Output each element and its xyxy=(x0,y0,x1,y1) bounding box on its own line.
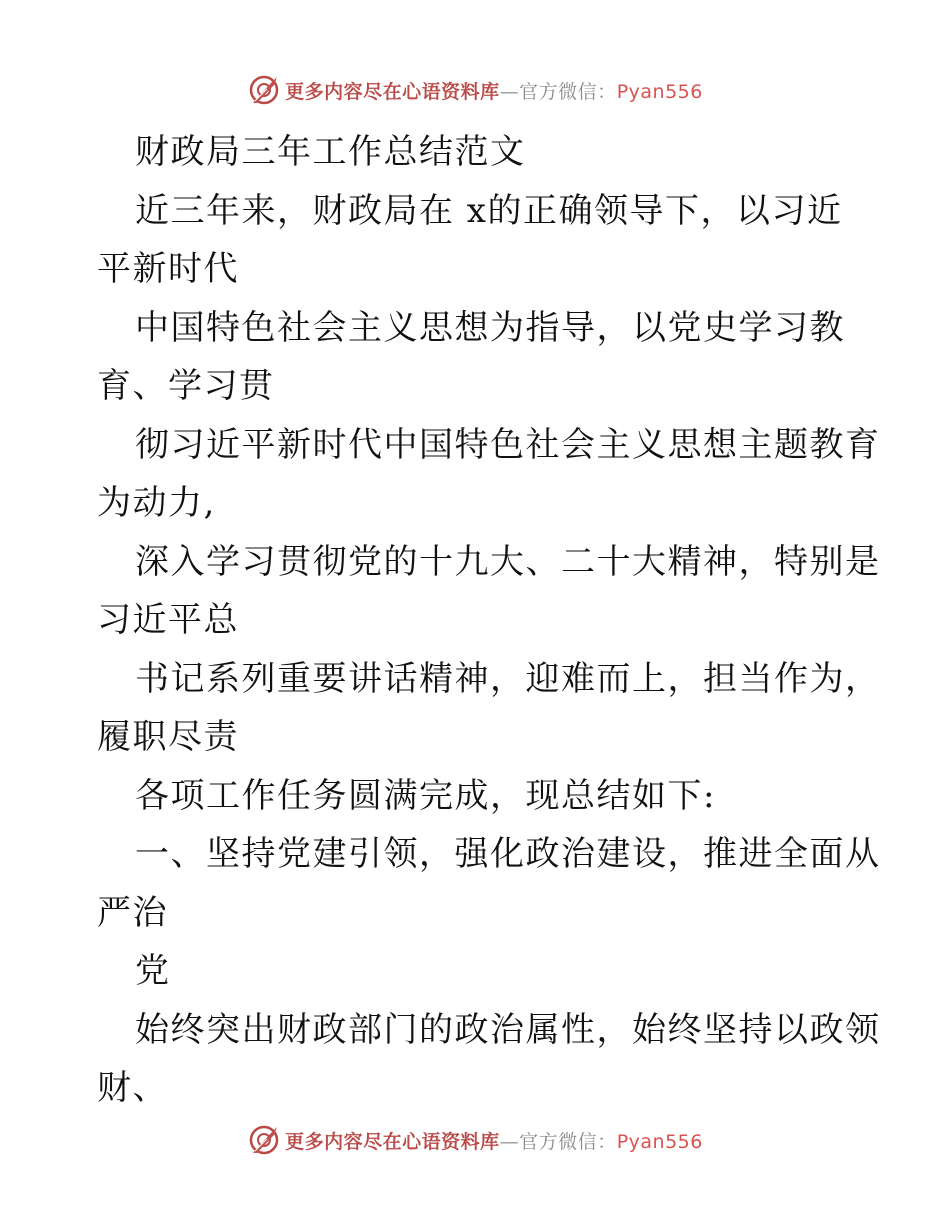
text-line: 彻习近平新时代中国特色社会主义思想主题教育 xyxy=(135,424,881,465)
text-line: 各项工作任务圆满完成，现总结如下: xyxy=(135,775,716,816)
watermark-label: 官方微信： xyxy=(519,1130,617,1153)
text-line: 中国特色社会主义思想为指导，以党史学习教 xyxy=(135,307,845,348)
watermark-main-text: 更多内容尽在心语资料库 xyxy=(285,80,500,103)
document-body xyxy=(97,123,881,1118)
watermark-text xyxy=(285,1127,703,1154)
text-line: 习近平总 xyxy=(97,600,239,640)
text-line: 党 xyxy=(135,951,171,991)
quill-pen-logo-icon xyxy=(247,1123,281,1157)
text-line: 平新时代 xyxy=(97,249,239,289)
watermark-text xyxy=(285,77,703,104)
text-line: 一、坚持党建引领，强化政治建设，推进全面从 xyxy=(135,834,881,874)
text-line: 深入学习贯彻党的十九大、二十大精神，特别是 xyxy=(135,541,881,582)
text-line: 严治 xyxy=(97,892,168,933)
watermark-separator: — xyxy=(499,1130,520,1153)
watermark-account: Pyan556 xyxy=(616,1130,703,1153)
text-line: 为动力, xyxy=(97,483,216,523)
watermark-label: 官方微信： xyxy=(519,80,617,103)
text-line: 育、学习贯 xyxy=(97,366,275,406)
quill-pen-logo-icon xyxy=(247,73,281,107)
text-line: 始终突出财政部门的政治属性，始终坚持以政领 xyxy=(135,1009,881,1050)
document-title: 财政局三年工作总结范文 xyxy=(135,132,526,172)
text-line: 近三年来，财政局在 x的正确领导下，以习近 xyxy=(135,190,843,231)
text-line: 书记系列重要讲话精神，迎难而上，担当作为， xyxy=(135,658,881,699)
watermark-account: Pyan556 xyxy=(616,80,703,103)
text-line: 财、 xyxy=(97,1068,168,1108)
header-watermark xyxy=(0,70,950,110)
footer-watermark xyxy=(0,1120,950,1160)
watermark-separator: — xyxy=(499,80,520,103)
watermark-main-text: 更多内容尽在心语资料库 xyxy=(285,1130,500,1153)
text-line: 履职尽责 xyxy=(97,717,239,757)
